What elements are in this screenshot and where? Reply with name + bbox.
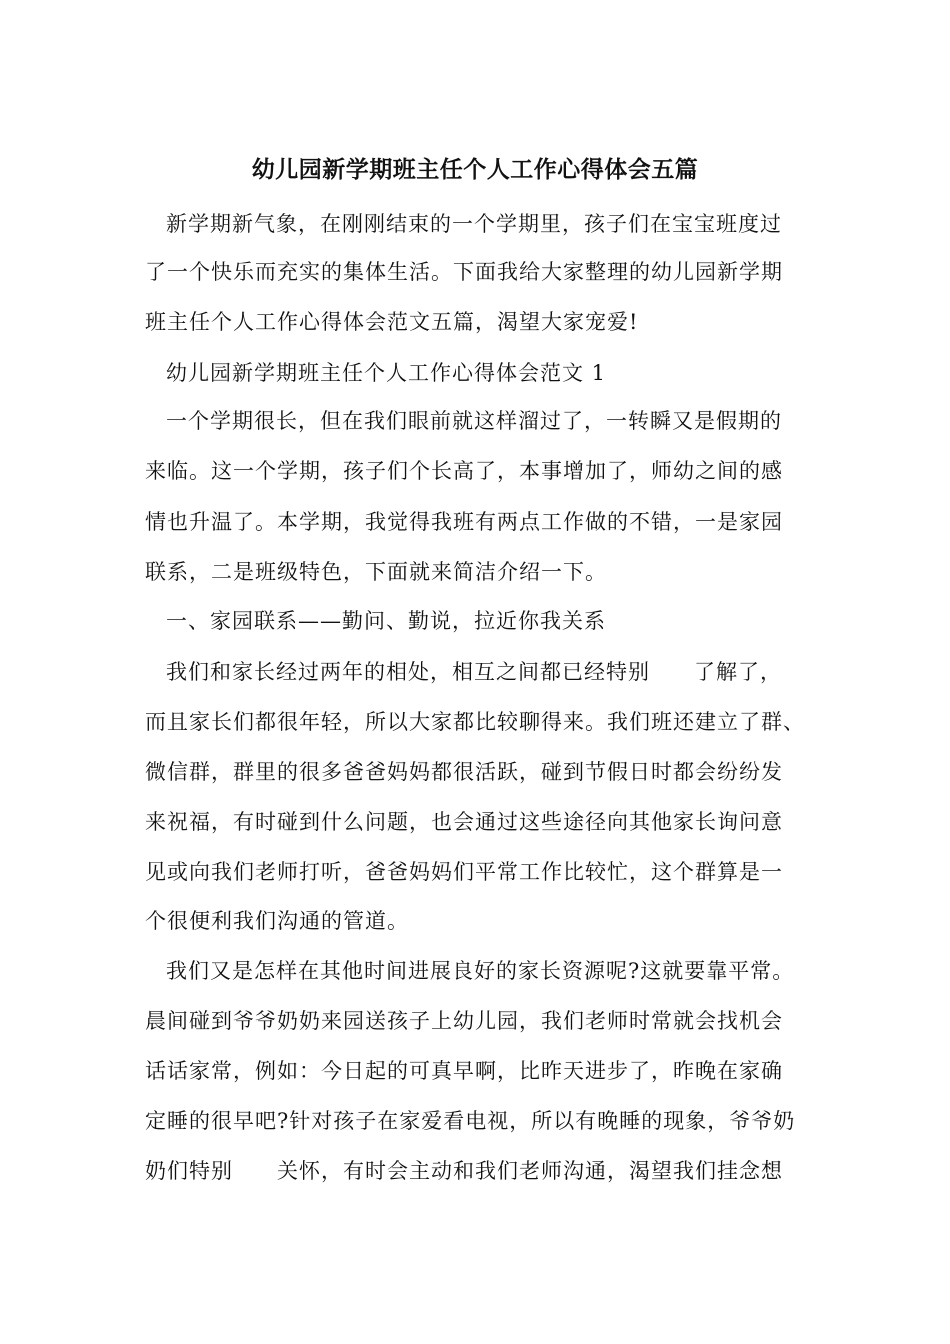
paragraph-line: 新学期新气象，在刚刚结束的一个学期里，孩子们在宝宝班度过 (166, 212, 782, 236)
paragraph-line: 来祝福，有时碰到什么问题，也会通过这些途径向其他家长询问意 (145, 810, 783, 834)
paragraph-line: 来临。这一个学期，孩子们个长高了，本事增加了，师幼之间的感 (145, 459, 783, 483)
paragraph-line: 定睡的很早吧?针对孩子在家爱看电视，所以有晚睡的现象，爷爷奶 (145, 1109, 796, 1133)
paragraph-line: 奶们特别 关怀，有时会主动和我们老师沟通，渴望我们挂念想 (145, 1159, 783, 1183)
paragraph-line: 见或向我们老师打听，爸爸妈妈们平常工作比较忙，这个群算是一 (145, 860, 783, 884)
paragraph-line: 了一个快乐而充实的集体生活。下面我给大家整理的幼儿园新学期 (145, 260, 783, 284)
section-heading: 一、家园联系——勤问、勤说，拉近你我关系 (166, 609, 606, 633)
paragraph-line: 话话家常，例如：今日起的可真早啊，比昨天进步了，昨晚在家确 (145, 1059, 783, 1083)
paragraph-line: 班主任个人工作心得体会范文五篇，渴望大家宠爱! (145, 310, 639, 334)
paragraph-line: 个很便利我们沟通的管道。 (145, 909, 409, 933)
paragraph-line: 我们和家长经过两年的相处，相互之间都已经特别 了解了， (166, 660, 782, 684)
paragraph-line: 我们又是怎样在其他时间进展良好的家长资源呢?这就要靠平常。 (166, 959, 795, 983)
paragraph-line: 联系，二是班级特色，下面就来简洁介绍一下。 (145, 560, 607, 584)
paragraph-line: 晨间碰到爷爷奶奶来园送孩子上幼儿园，我们老师时常就会找机会 (145, 1009, 783, 1033)
section-heading: 幼儿园新学期班主任个人工作心得体会范文 1 (166, 361, 607, 385)
paragraph-line: 一个学期很长，但在我们眼前就这样溜过了，一转瞬又是假期的 (166, 409, 782, 433)
paragraph-line: 微信群，群里的很多爸爸妈妈都很活跃，碰到节假日时都会纷纷发 (145, 760, 783, 784)
document-title: 幼儿园新学期班主任个人工作心得体会五篇 (251, 157, 699, 183)
paragraph-line: 情也升温了。本学期，我觉得我班有两点工作做的不错，一是家园 (145, 510, 783, 534)
paragraph-line: 而且家长们都很年轻，所以大家都比较聊得来。我们班还建立了群、 (145, 710, 805, 734)
